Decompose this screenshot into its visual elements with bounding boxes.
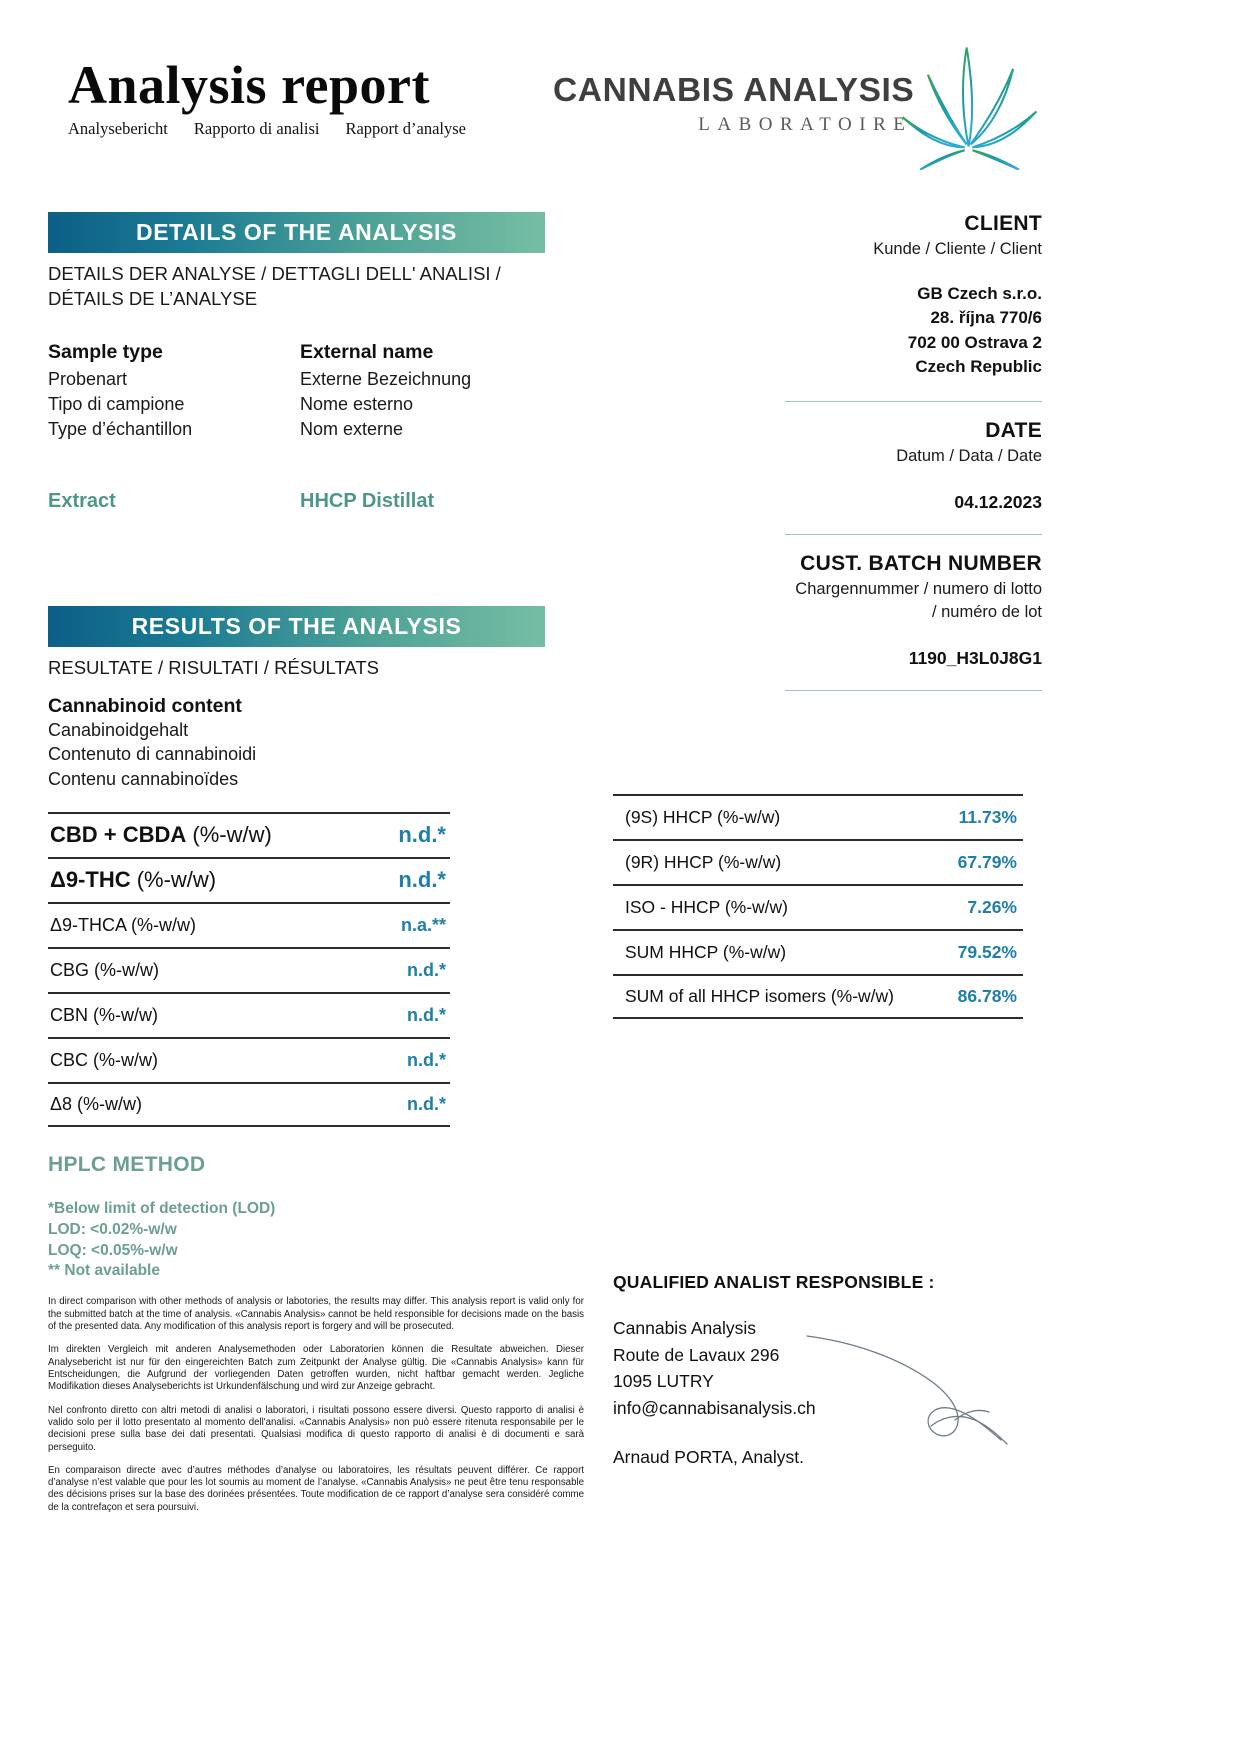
cannabinoid-value: n.d.*: [398, 822, 446, 848]
right-column: [628, 212, 1042, 691]
client-street: 28. října 770/6: [930, 308, 1042, 328]
cannabinoid-results-table: [48, 812, 450, 1127]
page-title: Analysis report: [68, 55, 431, 115]
external-name-it: Nome esterno: [300, 393, 414, 414]
table-row: [48, 947, 450, 992]
hhcp-isomer-value: 86.78%: [957, 986, 1017, 1006]
sample-type-de: Probenart: [48, 369, 128, 390]
cannabinoid-value: n.a.**: [400, 914, 446, 935]
external-name-fr: Nom externe: [300, 418, 404, 439]
title-translations: [68, 119, 466, 139]
table-row: [48, 1082, 450, 1127]
table-row: [48, 1037, 450, 1082]
cannabinoid-name: CBC (%-w/w): [50, 1049, 158, 1070]
cannabis-leaf-icon: [893, 22, 1048, 170]
cannabinoid-value: n.d.*: [407, 1004, 446, 1025]
cannabinoid-name: Δ9-THCA (%-w/w): [50, 914, 197, 935]
date-value: 04.12.2023: [954, 491, 1042, 512]
table-row: [613, 794, 1023, 839]
details-banner-sub-line1: DETAILS DER ANALYSE / DETTAGLI DELL' ANALISI /: [48, 263, 501, 284]
cannabinoid-content-fr: Contenu cannabinoïdes: [48, 769, 239, 790]
hhcp-isomer-value: 67.79%: [957, 852, 1017, 872]
brand-name: CANNABIS ANALYSIS: [553, 72, 915, 109]
batch-value: 1190_H3L0J8G1: [908, 647, 1042, 668]
client-city: 702 00 Ostrava 2: [907, 332, 1042, 352]
method-notes: [48, 1199, 608, 1283]
batch-subtitle-line1: Chargennummer / numero di lotto: [795, 579, 1042, 598]
date-block: [628, 419, 1042, 513]
results-banner-subtitle: RESULTATE / RISULTATI / RÉSULTATS: [48, 657, 379, 679]
external-name-label: External name: [300, 341, 434, 364]
table-row: [48, 812, 450, 857]
table-row: [613, 884, 1023, 929]
details-banner-subtitle: [48, 262, 608, 311]
results-section: [48, 606, 608, 1127]
title-fr: Rapport d’analyse: [345, 119, 466, 138]
left-column: [48, 212, 608, 1525]
client-title: CLIENT: [964, 212, 1042, 235]
sample-type-column: [48, 341, 300, 513]
note-lod: *Below limit of detection (LOD): [48, 1199, 276, 1217]
client-subtitle: Kunde / Cliente / Client: [873, 240, 1042, 258]
hhcp-isomer-name: (9S) HHCP (%-w/w): [625, 807, 781, 827]
cannabinoid-name: CBG (%-w/w): [50, 959, 159, 980]
batch-subtitle-line2: / numéro de lot: [931, 602, 1042, 621]
table-row: [613, 839, 1023, 884]
legal-disclaimer: [48, 1296, 584, 1514]
cannabinoid-name: Δ8 (%-w/w): [50, 1093, 143, 1114]
hhcp-isomer-name: (9R) HHCP (%-w/w): [625, 852, 782, 872]
table-row: [48, 992, 450, 1037]
date-subtitle: Datum / Data / Date: [896, 446, 1042, 465]
table-row: [613, 929, 1023, 974]
note-loq-value: LOQ: <0.05%-w/w: [48, 1241, 178, 1259]
hhcp-isomer-value: 11.73%: [958, 807, 1017, 827]
hhcp-isomer-value: 79.52%: [957, 942, 1017, 962]
legal-en: In direct comparison with other methods of analysis or labotories, the results may differ. This analysis report is valid only for the submitted batch at the time of analysis. «Cannabis Analysis» cannot be held responsible for decisions made on the basis of the presented data. Any modification of this analysis report is forgery and will be prosecuted.: [48, 1296, 584, 1333]
external-name-value: HHCP Distillat: [300, 490, 435, 513]
analyst-block: [613, 1272, 1043, 1468]
legal-fr: En comparaison directe avec d’autres méthodes d’analyse ou laboratoires, les résultats peuvent différer. Ce rapport d’analyse n’est valable que pour les lot soumis au moment de l’analyse. «Cannabis Analysis» ne peut être tenu responsable des décisions prises sur la base des dorinées présentées. Toute modification de ce rapport d’analyse sera considéré comme de la contrefaçon et sera poursuivi.: [48, 1464, 584, 1513]
brand-tagline: LABORATOIRE: [698, 113, 913, 135]
cannabinoid-name: Δ9-THC (%-w/w): [50, 867, 217, 893]
batch-block: [628, 552, 1042, 669]
brand-block: [553, 74, 914, 136]
table-row: [613, 974, 1023, 1019]
sample-type-value: Extract: [48, 490, 116, 513]
client-name: GB Czech s.r.o.: [917, 284, 1042, 303]
analyst-email: info@cannabisanalysis.ch: [613, 1397, 816, 1418]
cannabinoid-name: CBD + CBDA (%-w/w): [50, 822, 272, 848]
sample-info-grid: [48, 341, 608, 513]
cannabinoid-value: n.d.*: [407, 1093, 446, 1114]
date-title: DATE: [985, 418, 1042, 442]
hhcp-isomer-name: ISO - HHCP (%-w/w): [625, 897, 789, 917]
cannabinoid-content-it: Contenuto di cannabinoidi: [48, 744, 257, 765]
analyst-address: Route de Lavaux 296: [613, 1344, 780, 1365]
title-de: Analysebericht: [68, 119, 168, 138]
title-block: [68, 55, 466, 139]
client-address-block: [628, 282, 1042, 380]
analyst-city: 1095 LUTRY: [613, 1371, 714, 1392]
hhcp-isomer-name: SUM HHCP (%-w/w): [625, 942, 787, 962]
sample-type-label: Sample type: [48, 341, 163, 364]
hhcp-isomer-name: SUM of all HHCP isomers (%-w/w): [625, 986, 895, 1006]
analyst-name: Arnaud PORTA, Analyst.: [613, 1447, 804, 1468]
note-lod-value: LOD: <0.02%-w/w: [48, 1220, 177, 1238]
divider-batch-bottom: [785, 690, 1042, 691]
details-banner-sub-line2: DÉTAILS DE L’ANALYSE: [48, 287, 258, 309]
external-name-column: [300, 341, 552, 513]
note-not-available: ** Not available: [48, 1262, 160, 1280]
external-name-de: Externe Bezeichnung: [300, 369, 472, 390]
cannabinoid-value: n.d.*: [407, 959, 446, 980]
client-country: Czech Republic: [915, 357, 1042, 377]
cannabinoid-name: CBN (%-w/w): [50, 1004, 158, 1025]
sample-type-fr: Type d’échantillon: [48, 418, 193, 439]
legal-de: Im direkten Vergleich mit anderen Analysemethoden oder Laboratorien können die Resultate abweichen. Dieser Analysebericht ist nur für den eingereichten Batch zum Zeitpunkt der Analyse gültig. Die «Cannabis Analysis» kann für Entscheidungen, die Aufgrund der vorliegenden Daten getroffen wurden, nicht haftbar gemacht werden. Jegliche Modifikation dieses Analyseberichts ist Urkundenfälschung und wird zur Anzeige gebracht.: [48, 1344, 584, 1393]
results-banner: RESULTS OF THE ANALYSIS: [48, 606, 545, 647]
analyst-address-block: [613, 1315, 1043, 1421]
method-title: HPLC METHOD: [48, 1152, 206, 1176]
title-it: Rapporto di analisi: [193, 119, 320, 138]
cannabinoid-value: n.d.*: [407, 1049, 446, 1070]
divider-client-date: [785, 401, 1042, 402]
analyst-company: Cannabis Analysis: [613, 1318, 756, 1338]
hhcp-isomer-value: 7.26%: [967, 897, 1017, 917]
hhcp-results-table: [613, 794, 1023, 1019]
sample-type-it: Tipo di campione: [48, 393, 185, 414]
cannabinoid-value: n.d.*: [398, 867, 446, 893]
cannabinoid-content-de: Canabinoidgehalt: [48, 719, 189, 740]
details-banner: DETAILS OF THE ANALYSIS: [48, 212, 545, 253]
table-row: [48, 902, 450, 947]
document-header: [0, 0, 1240, 190]
cannabinoid-content-label: Cannabinoid content: [48, 694, 242, 717]
legal-it: Nel confronto diretto con altri metodi di analisi o laboratori, i risultati possono essere diversi. Questo rapporto di analisi è valido solo per il lotto presentato al momento dell'analisi. «Cannabis Analysis» non può essere ritenuta responsabile per le decisioni prese sulla base dei dati presentati. Qualsiasi modifica di questo rapporto di analisi è di documenti e sarà perseguito.: [48, 1404, 584, 1453]
batch-title: CUST. BATCH NUMBER: [800, 551, 1042, 575]
analyst-title: QUALIFIED ANALIST RESPONSIBLE :: [613, 1272, 935, 1292]
table-row: [48, 857, 450, 902]
divider-date-batch: [785, 534, 1042, 535]
